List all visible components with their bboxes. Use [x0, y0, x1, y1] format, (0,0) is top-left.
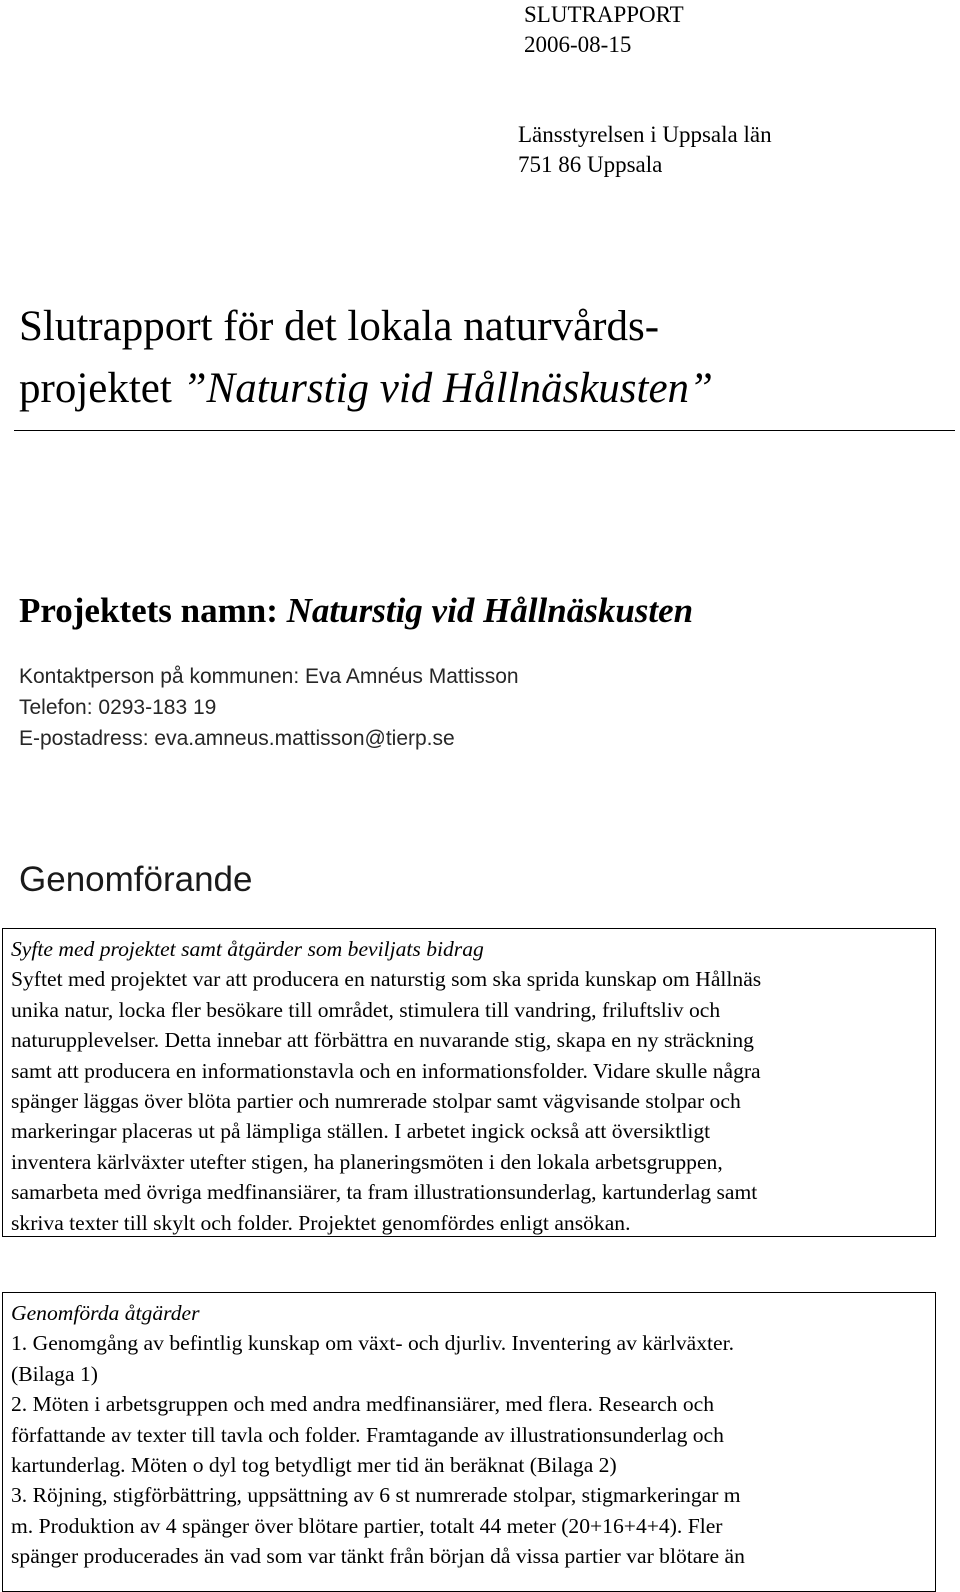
- report-label: SLUTRAPPORT: [524, 2, 684, 27]
- section-heading: Genomförande: [19, 860, 253, 899]
- report-date: 2006-08-15: [524, 32, 632, 57]
- page-title: [19, 296, 713, 420]
- actions-line: m. Produktion av 4 spänger över blötare partier, totalt 44 meter (20+16+4+4). Fler: [11, 1513, 723, 1538]
- actions-line: 1. Genomgång av befintlig kunskap om växt- och djurliv. Inventering av kärlväxter.: [11, 1331, 734, 1356]
- actions-line: författande av texter till tavla och folder. Framtagande av illustrationsunderlag och: [11, 1422, 724, 1447]
- recipient-name: Länsstyrelsen i Uppsala län: [518, 122, 772, 147]
- purpose-line: skriva texter till skylt och folder. Projektet genomfördes enligt ansökan.: [11, 1210, 631, 1235]
- contact-email: E-postadress: eva.amneus.mattisson@tierp.se: [19, 727, 455, 750]
- actions-line: kartunderlag. Möten o dyl tog betydligt mer tid än beräknat (Bilaga 2): [11, 1453, 617, 1478]
- contact-block: [19, 661, 519, 754]
- recipient-address: 751 86 Uppsala: [518, 152, 663, 177]
- title-line-2-prefix: projektet: [19, 365, 183, 412]
- project-name-value: Naturstig vid Hållnäskusten: [286, 591, 694, 630]
- actions-line: spänger producerades än vad som var tänkt från början då vissa partier var blötare än: [11, 1544, 745, 1569]
- contact-person: Kontaktperson på kommunen: Eva Amnéus Mattisson: [19, 665, 519, 688]
- actions-line: 3. Röjning, stigförbättring, uppsättning av 6 st numrerade stolpar, stigmarkeringar m: [11, 1483, 741, 1508]
- project-name-label: Projektets namn:: [19, 591, 287, 630]
- purpose-line: samarbeta med övriga medfinansiärer, ta fram illustrationsunderlag, kartunderlag samt: [11, 1180, 758, 1205]
- project-name-heading: [19, 586, 693, 636]
- purpose-line: naturupplevelser. Detta innebar att förbättra en nuvarande stig, skapa en ny sträckning: [11, 1028, 754, 1053]
- title-line-1: Slutrapport för det lokala naturvårds-: [19, 303, 660, 350]
- title-line-2: [19, 358, 713, 420]
- actions-line: 2. Möten i arbetsgruppen och med andra medfinansiärer, med flera. Research och: [11, 1392, 715, 1417]
- actions-line: (Bilaga 1): [11, 1361, 98, 1386]
- purpose-line: Syftet med projektet var att producera en naturstig som ska sprida kunskap om Hållnäs: [11, 967, 762, 992]
- title-line-2-italic: ”Naturstig vid Hållnäskusten”: [182, 365, 713, 412]
- purpose-line: inventera kärlväxter utefter stigen, ha planeringsmöten i den lokala arbetsgruppen,: [11, 1149, 723, 1174]
- purpose-line: samt att producera en informationstavla och en informationsfolder. Vidare skulle några: [11, 1058, 761, 1083]
- purpose-line: spänger läggas över blöta partier och numrerade stolpar samt vägvisande stolpar och: [11, 1089, 741, 1114]
- title-divider: [14, 430, 955, 431]
- purpose-box: [2, 928, 936, 1237]
- contact-phone: Telefon: 0293-183 19: [19, 696, 217, 719]
- actions-box: [2, 1292, 936, 1592]
- purpose-line: markeringar placeras ut på lämpliga ställen. I arbetet ingick också att översiktligt: [11, 1119, 711, 1144]
- purpose-caption: Syfte med projektet samt åtgärder som beviljats bidrag: [11, 937, 484, 961]
- actions-caption: Genomförda åtgärder: [11, 1301, 200, 1325]
- purpose-line: unika natur, locka fler besökare till området, stimulera till vandring, friluftsliv och: [11, 997, 721, 1022]
